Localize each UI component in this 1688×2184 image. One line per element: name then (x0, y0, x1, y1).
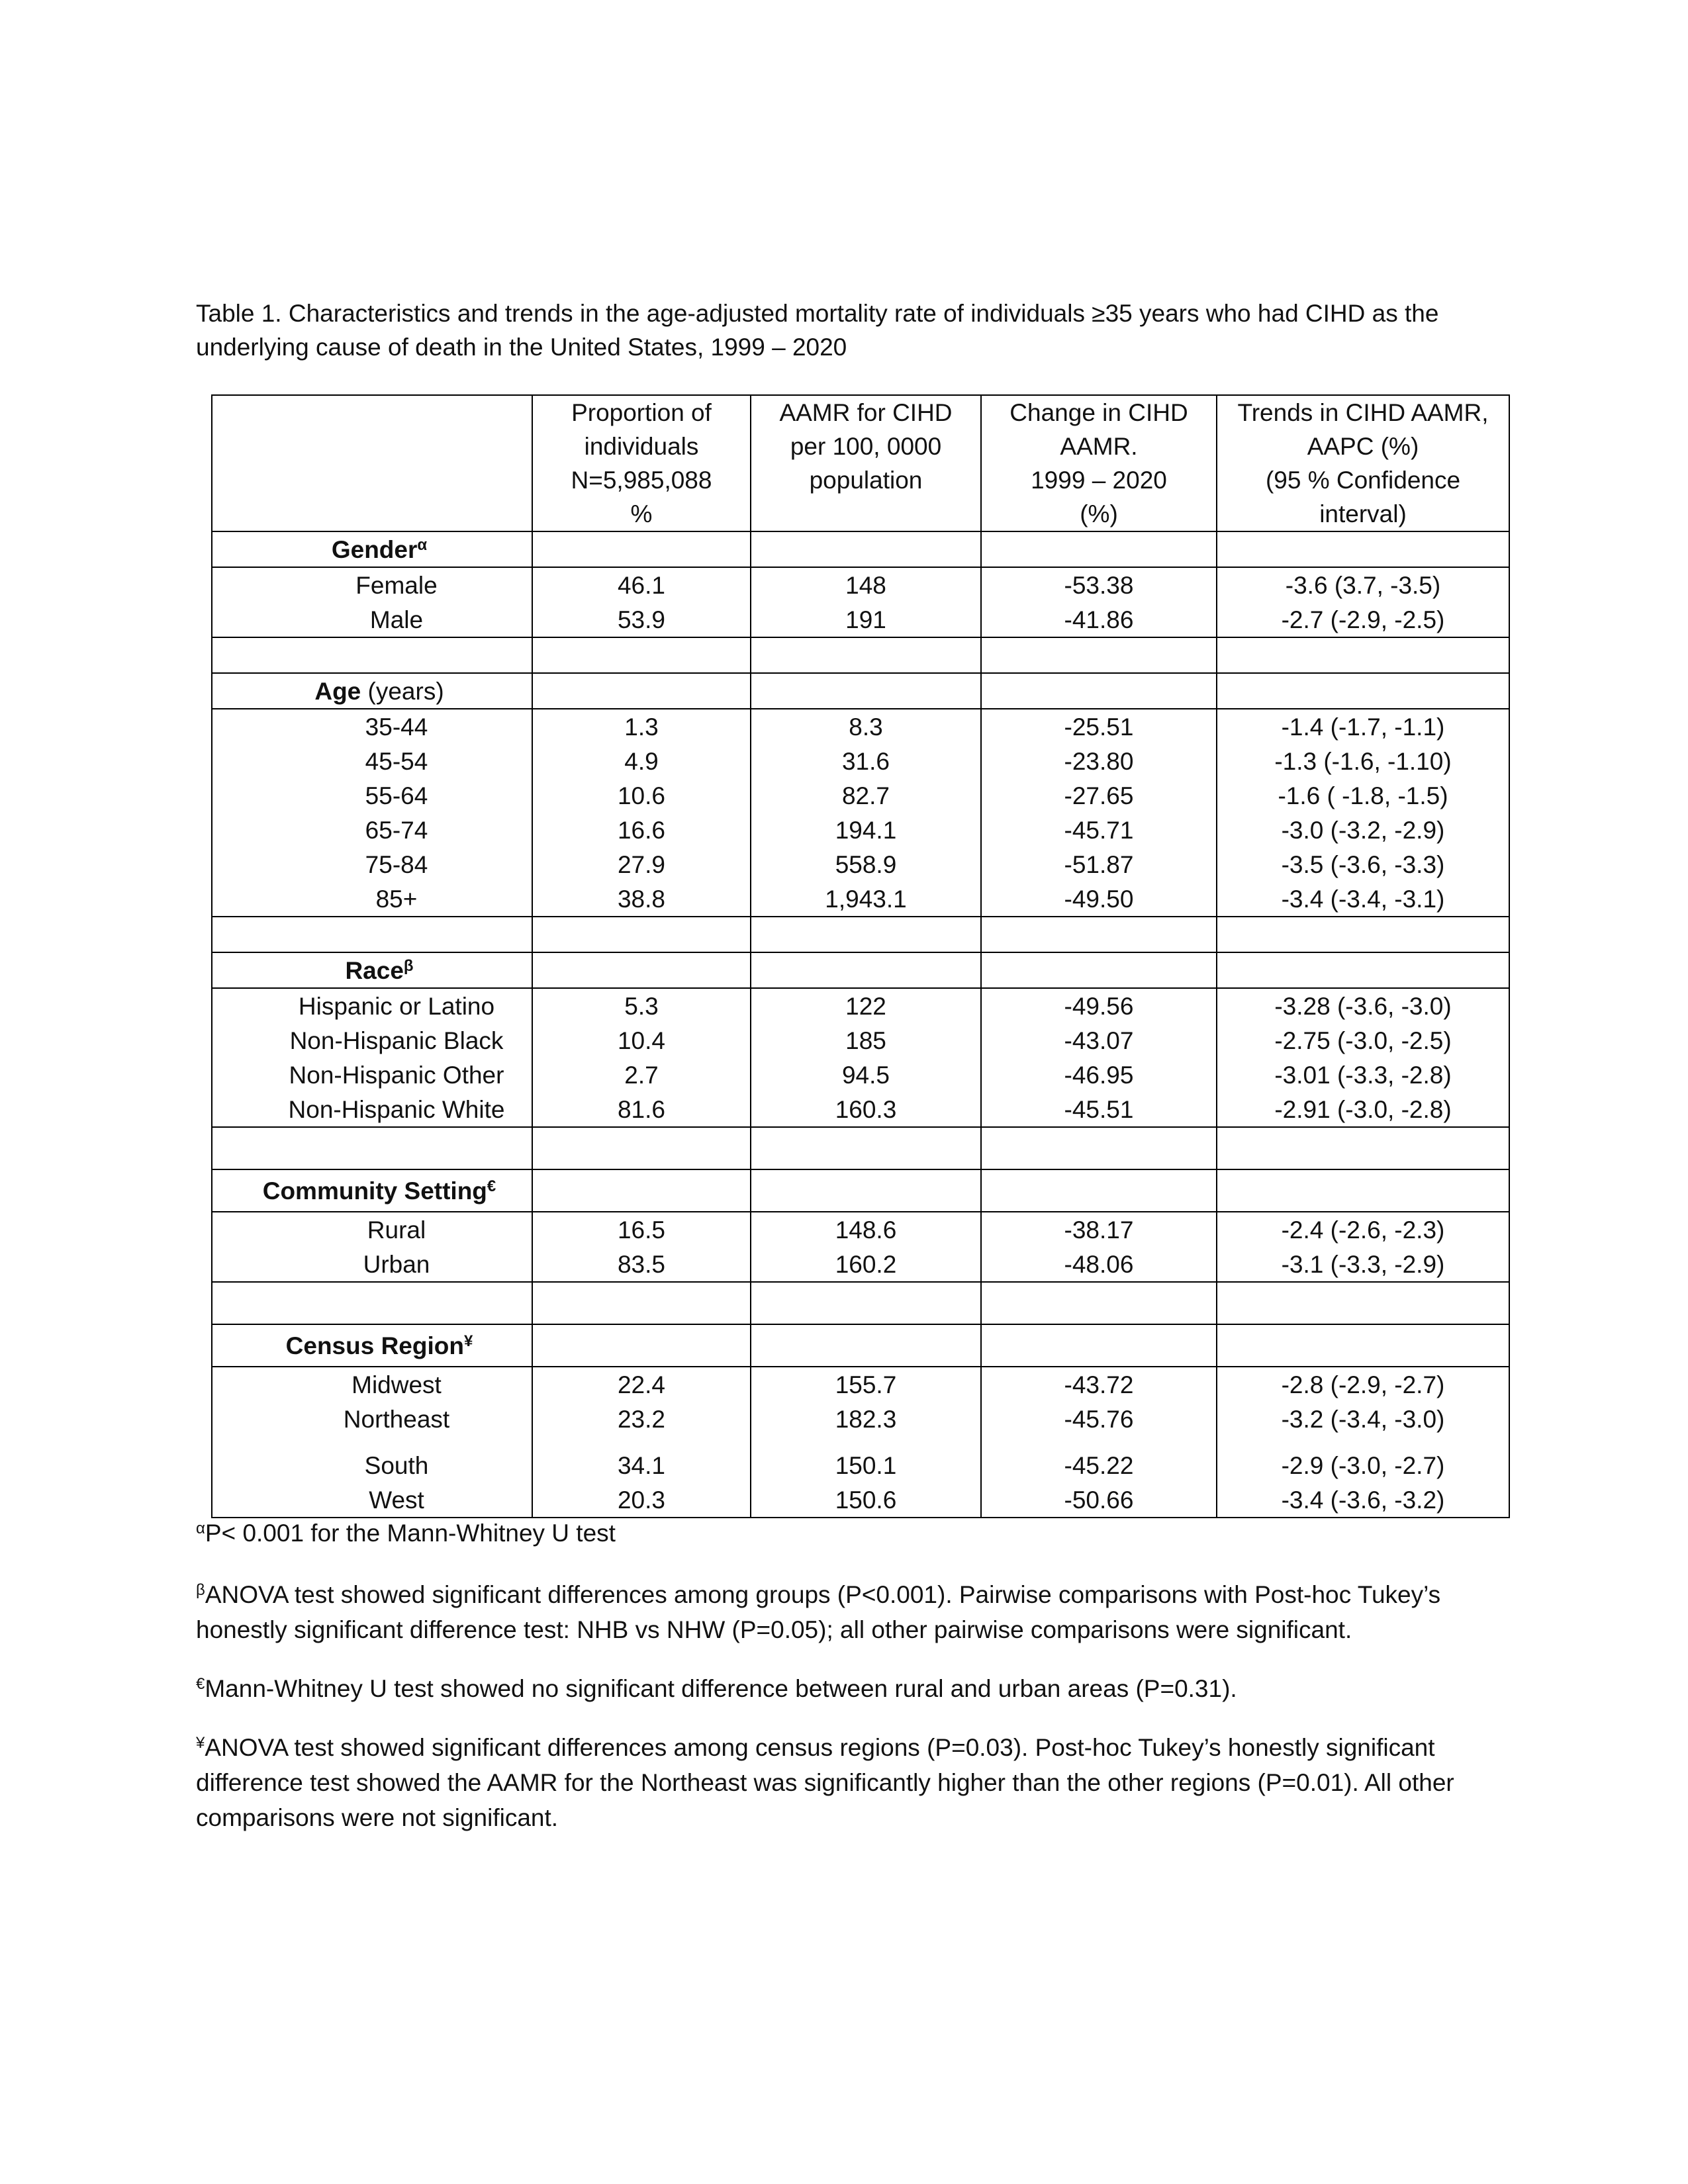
table-row: Non-Hispanic Other 2.7 94.5 -46.95 -3.01 (-3.3, -2.8) (212, 1058, 1509, 1092)
spacer-row (212, 1127, 1509, 1169)
footnote-yen: ¥ANOVA test showed significant differences among census regions (P=0.03). Post-hoc Tukey’s honestly significant difference test showed the AAMR for the Northeast was significantly higher than the other regions (P=0.01). All other comparisons were not significant. (196, 1734, 1454, 1831)
table-row: 35-44 1.3 8.3 -25.51 -1.4 (-1.7, -1.1) (212, 709, 1509, 744)
table-row: 65-74 16.6 194.1 -45.71 -3.0 (-3.2, -2.9) (212, 813, 1509, 847)
table-row: Hispanic or Latino 5.3 122 -49.56 -3.28 (-3.6, -3.0) (212, 988, 1509, 1023)
spacer-row (212, 1282, 1509, 1324)
table-row: West 20.3 150.6 -50.66 -3.4 (-3.6, -3.2) (212, 1482, 1509, 1518)
footnotes (196, 1516, 1493, 1859)
section-label-age: Age (years) (212, 673, 532, 709)
table-row: 85+ 38.8 1,943.1 -49.50 -3.4 (-3.4, -3.1) (212, 882, 1509, 917)
footnote-beta: $^\beta$ANOVA test showed significant differences among groups (P<0.001). Pairwise comparisons with Post-hoc Tukey’s honestly significant difference test: NHB vs NHW (P=0.05); all other pairwise comparisons were significant. (196, 1581, 1441, 1643)
table-row: Urban 83.5 160.2 -48.06 -3.1 (-3.3, -2.9) (212, 1247, 1509, 1282)
table-row: South 34.1 150.1 -45.22 -2.9 (-3.0, -2.7) (212, 1436, 1509, 1482)
header-row (212, 395, 1509, 531)
section-row-region (212, 1324, 1509, 1367)
section-label-region: Census Region¥ (212, 1324, 532, 1367)
header-aamr: AAMR for CIHD per 100, 0000 population (751, 395, 981, 531)
table-row: 75-84 27.9 558.9 -51.87 -3.5 (-3.6, -3.3) (212, 847, 1509, 882)
spacer-row (212, 917, 1509, 952)
table-row: Male 53.9 191 -41.86 -2.7 (-2.9, -2.5) (212, 602, 1509, 637)
table-caption: Table 1. Characteristics and trends in the age-adjusted mortality rate of individuals ≥35 years who had CIHD as the underlying cause of death in the United States, 1999 – 2020 (196, 300, 1439, 361)
section-row-race (212, 952, 1509, 988)
section-row-age (212, 673, 1509, 709)
header-change: Change in CIHD AAMR. 1999 – 2020 (%) (981, 395, 1217, 531)
table-row: Non-Hispanic Black 10.4 185 -43.07 -2.75 (-3.0, -2.5) (212, 1023, 1509, 1058)
header-proportion: Proportion of individuals N=5,985,088 % (532, 395, 751, 531)
table-row: Female 46.1 148 -53.38 -3.6 (3.7, -3.5) (212, 567, 1509, 602)
data-table (211, 394, 1510, 1518)
table-row: 45-54 4.9 31.6 -23.80 -1.3 (-1.6, -1.10) (212, 744, 1509, 778)
table-row: 55-64 10.6 82.7 -27.65 -1.6 ( -1.8, -1.5) (212, 778, 1509, 813)
section-label-race: Race$^\beta$ (212, 952, 532, 988)
section-label-gender: Gender$^\alpha$ (212, 531, 532, 567)
section-row-community (212, 1169, 1509, 1212)
table-row: Northeast 23.2 182.3 -45.76 -3.2 (-3.4, -3.0) (212, 1402, 1509, 1436)
footnote-alpha: $^\alpha$P< 0.001 for the Mann-Whitney U test (196, 1520, 616, 1547)
table-row: Rural 16.5 148.6 -38.17 -2.4 (-2.6, -2.3) (212, 1212, 1509, 1247)
spacer-row (212, 637, 1509, 673)
header-empty (212, 395, 532, 531)
table-row: Non-Hispanic White 81.6 160.3 -45.51 -2.91 (-3.0, -2.8) (212, 1092, 1509, 1127)
header-trends: Trends in CIHD AAMR, AAPC (%) (95 % Confidence interval) (1217, 395, 1509, 531)
section-label-community: Community Setting€ (212, 1169, 532, 1212)
section-row-gender (212, 531, 1509, 567)
footnote-euro: €Mann-Whitney U test showed no significant difference between rural and urban areas (P=0.31). (196, 1675, 1237, 1702)
table-row: Midwest 22.4 155.7 -43.72 -2.8 (-2.9, -2.7) (212, 1367, 1509, 1402)
